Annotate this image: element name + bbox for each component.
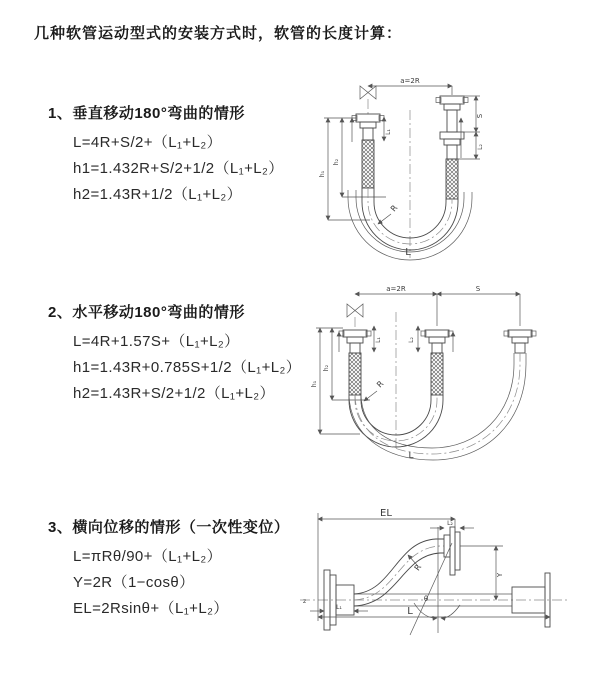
dim-label-r: R [412,562,424,573]
section-heading: 1、垂直移动180°弯曲的情形 [48,105,245,122]
diagram-lateral-svg [298,505,584,663]
dim-label-y: Y [496,572,504,578]
dimension-l2 [430,520,474,528]
dimension-h2 [333,118,386,197]
formula-line: L=4R+S/2+（L₁+L₂） [73,134,223,151]
dim-label-h2: h₂ [333,158,340,166]
dimension-l2 [476,132,484,159]
dim-label-l1: L₁ [336,604,342,611]
formula-line: h2=1.43R+1/2（L₁+L₂） [73,186,243,203]
diagram-vertical-180 [312,72,578,264]
break-mark: z [303,598,307,605]
section-lateral-displacement [48,518,289,622]
dim-label-l1: L₁ [375,337,382,343]
dimension-l1 [374,326,382,352]
section-heading: 3、横向位移的情形（一次性变位） [48,519,290,536]
dim-label-a2r: a=2R [386,285,406,293]
formula-line: h1=1.43R+0.785S+1/2（L₁+L₂） [73,359,302,376]
dim-label-h2: h₂ [323,364,330,372]
formula-list [48,130,284,208]
dim-label-el: EL [380,508,392,519]
dimension-l2 [408,326,418,352]
page-title: 几种软管运动型式的安装方式时，软管的长度计算： [34,25,403,42]
section-vertical-movement [48,104,284,208]
dim-label-a2r: a=2R [400,77,420,85]
dimension-l1 [384,117,392,141]
dim-label-r: R [375,379,386,390]
left-end-fitting [339,330,371,395]
middle-end-fitting [421,330,453,395]
dimension-s [437,285,520,326]
section-heading: 2、水平移动180°弯曲的情形 [48,304,245,321]
formula-list [48,544,289,622]
dimension-y [496,546,504,600]
formula-line: h2=1.43R+S/2+1/2（L₁+L₂） [73,385,275,402]
formula-line: Y=2R（1−cosθ） [73,574,195,591]
dim-label-theta: θ [423,595,429,603]
valve-icon [347,304,363,330]
diagram-horizontal-180 [308,282,574,467]
dim-label-l2: L₂ [408,337,415,343]
formula-line: EL=2Rsinθ+（L₁+L₂） [73,600,229,617]
formula-list [48,329,301,407]
formula-line: L=πRθ/90+（L₁+L₂） [73,548,222,565]
dim-label-s: S [476,113,484,119]
diagram-horizontal-180-svg [308,282,574,467]
dimension-r [364,379,386,401]
moved-end-fitting [504,330,536,353]
valve-icon [360,86,376,114]
dimension-r [378,203,400,224]
dim-label-r: R [388,203,400,214]
diagram-vertical-180-svg [312,72,578,264]
dimension-r [408,555,423,572]
section-horizontal-movement [48,303,301,407]
dim-label-l1: L₁ [385,129,392,135]
dim-label-s: S [475,285,481,293]
dim-label-l: L [407,606,413,617]
dim-label-l2: L₂ [447,520,453,527]
dim-label-l2: L₂ [477,144,484,150]
formula-line: L=4R+1.57S+（L₁+L₂） [73,333,240,350]
dim-label-l: L [405,247,411,258]
right-end-fitting [436,96,468,199]
diagram-lateral-displacement [298,505,584,663]
angle-theta [410,527,460,635]
dim-label-l: L [408,451,414,461]
formula-line: h1=1.432R+S/2+1/2（L₁+L₂） [73,160,284,177]
left-end-fitting [352,114,384,188]
dimension-a2r [368,77,452,95]
dim-label-h1: h₁ [311,380,318,388]
dim-label-h1: h₁ [319,170,326,178]
